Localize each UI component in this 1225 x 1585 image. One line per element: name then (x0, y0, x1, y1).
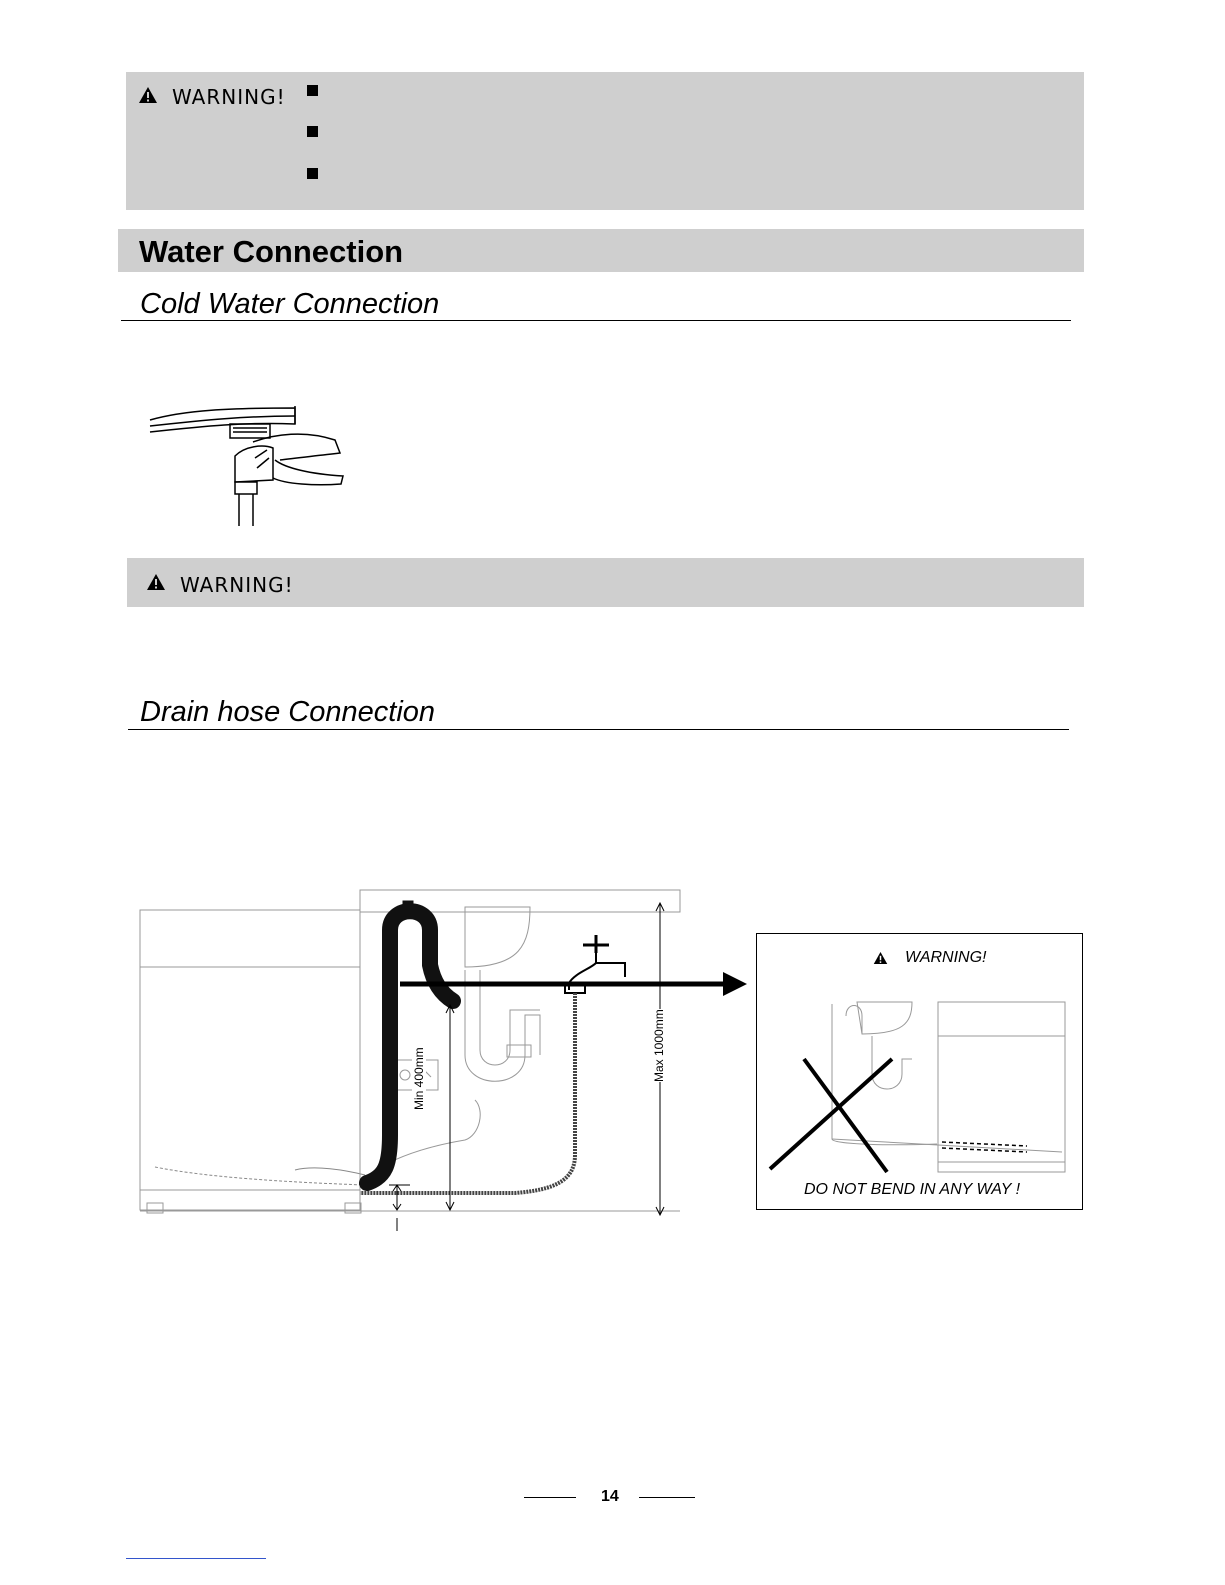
footer-rule-right (639, 1497, 695, 1498)
top-warning-box (126, 72, 1084, 210)
cold-warning-bar (127, 558, 1084, 607)
warning-triangle-icon (138, 86, 158, 104)
inset-warning-label: WARNING! (905, 949, 987, 966)
inset-caption: DO NOT BEND IN ANY WAY ! (804, 1181, 1021, 1198)
drain-hose-title: Drain hose Connection (140, 696, 436, 728)
cold-water-rule (121, 320, 1071, 321)
warning-triangle-icon (873, 951, 888, 965)
tap-hand-illustration (145, 398, 350, 530)
cold-warning-label: WARNING! (180, 573, 294, 597)
page-number: 14 (601, 1488, 619, 1505)
bottom-link-line (126, 1558, 266, 1559)
bullet-square-icon (307, 168, 318, 179)
section-header-bar (118, 229, 1084, 272)
bullet-square-icon (307, 85, 318, 96)
section-title: Water Connection (139, 234, 404, 269)
dim-max-label: Max 1000mm (652, 1009, 666, 1082)
top-warning-label: WARNING! (172, 85, 286, 109)
bent-hose-illustration (762, 994, 1080, 1174)
footer-rule-left (524, 1497, 576, 1498)
cross-mark-icon (770, 1059, 892, 1172)
drain-hose-rule (128, 729, 1069, 730)
dim-min-label: Min 400mm (412, 1047, 426, 1110)
inset-warning-panel (756, 933, 1083, 1210)
arrow-right-icon (723, 972, 747, 996)
warning-triangle-icon (146, 573, 166, 591)
bullet-square-icon (307, 126, 318, 137)
cold-water-title: Cold Water Connection (140, 288, 440, 320)
